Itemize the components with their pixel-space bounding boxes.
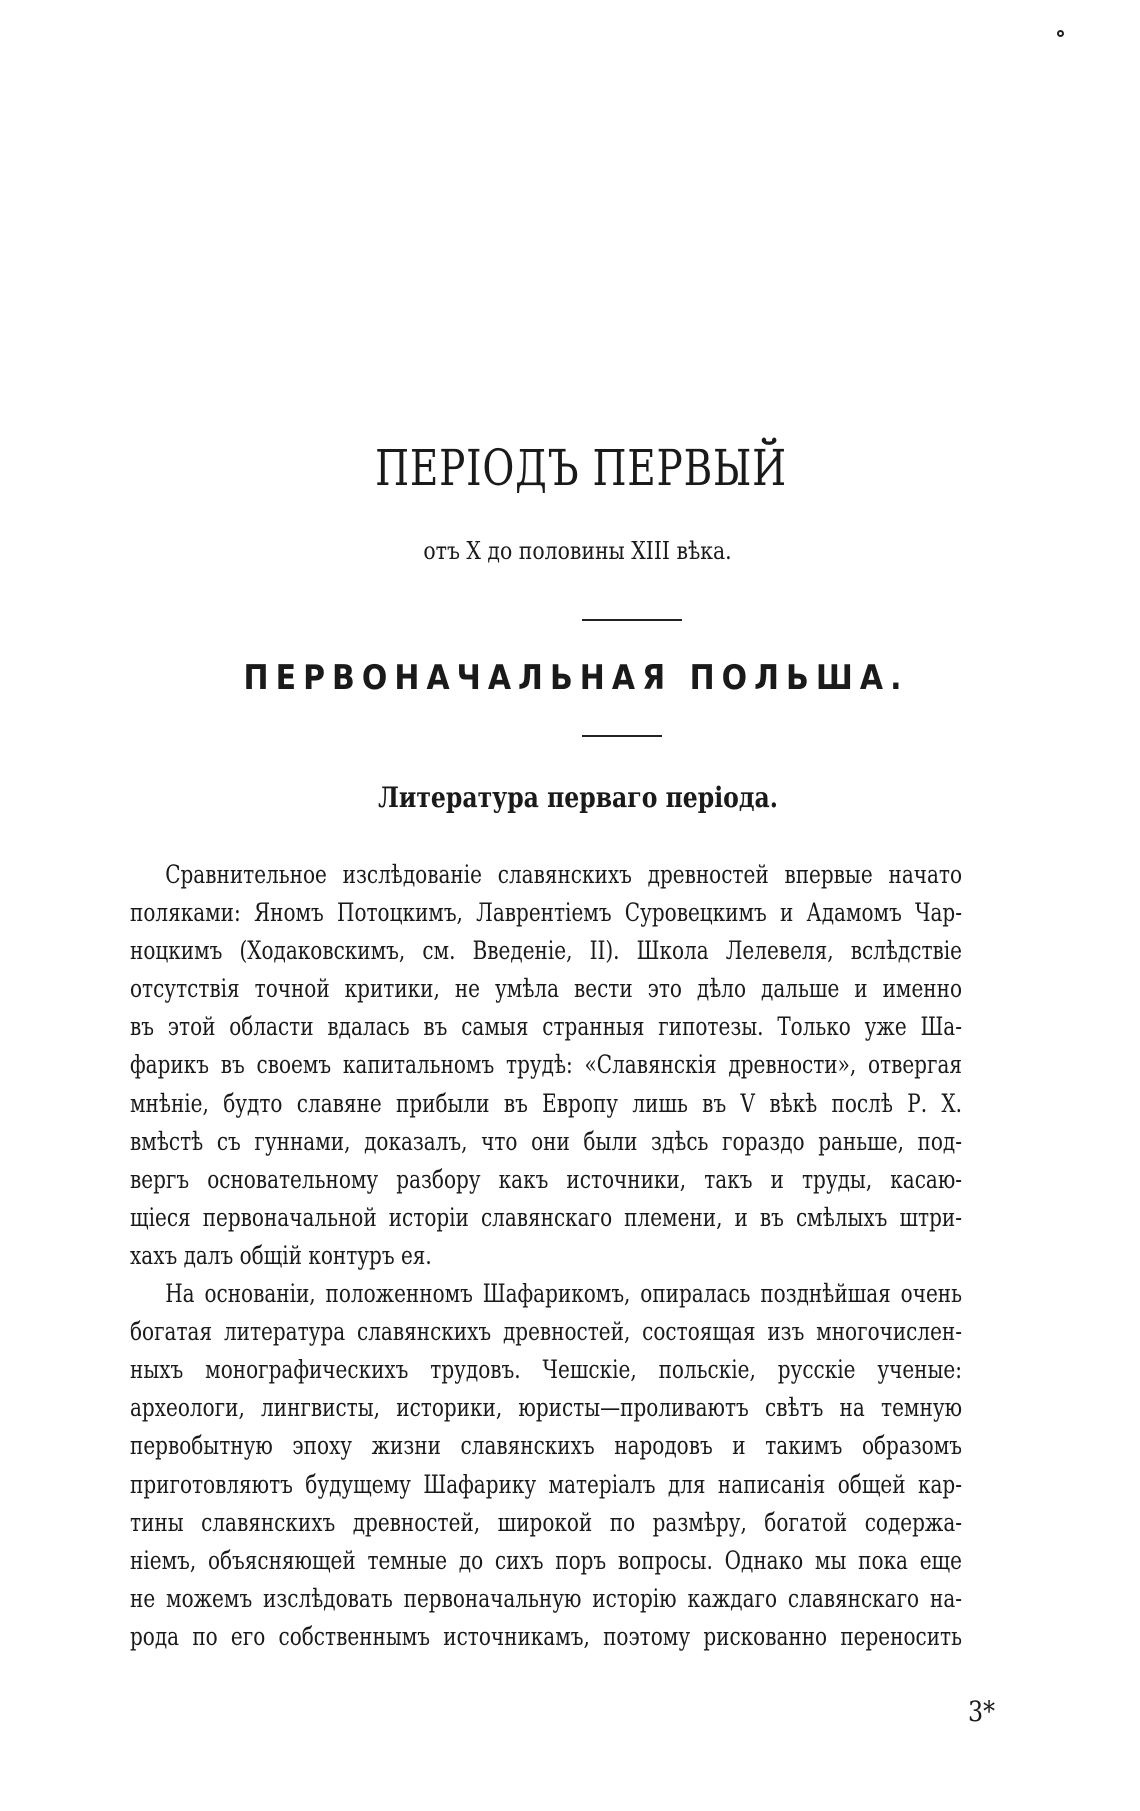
text-line: отсутствія точной критики, не умѣла вести это дѣло дальше и именно [130,974,962,1004]
text-line: мнѣніе, будто славяне прибыли въ Европу лишь въ V вѣкѣ послѣ Р. X. [130,1088,962,1118]
text-line: фарикъ въ своемъ капитальномъ трудѣ: «Славянскія древности», отвергая [130,1050,962,1080]
text-line: рода по его собственнымъ источникамъ, поэтому рискованно переносить [130,1621,962,1651]
divider-rule-top [582,619,682,621]
text-line: вмѣстѣ съ гуннами, доказалъ, что они были здѣсь гораздо раньше, под- [130,1126,962,1156]
text-line: вергъ основательному разбору какъ источники, такъ и труды, касаю- [130,1164,962,1194]
text-line: въ этой области вдалась въ самыя странныя гипотезы. Только уже Ша- [130,1012,962,1042]
text-line: первобытную эпоху жизни славянскихъ народовъ и такимъ образомъ [130,1431,962,1461]
period-title: ПЕРІОДЪ ПЕРВЫЙ [375,439,787,497]
text-line: тины славянскихъ древностей, широкой по размѣру, богатой содержа- [130,1507,962,1537]
text-line: ніемъ, объясняющей темные до сихъ поръ вопросы. Однако мы пока еще [130,1545,962,1575]
paragraph-2 [130,1275,962,1656]
text-line: ныхъ монографическихъ трудовъ. Чешскіе, польскіе, русскіе ученые: [130,1355,962,1385]
text-line: Сравнительное изслѣдованіе славянскихъ древностей впервые начато [165,860,962,889]
text-line: поляками: Яномъ Потоцкимъ, Лаврентіемъ Суровецкимъ и Адамомъ Чар- [130,898,962,928]
text-line: приготовляютъ будущему Шафарику матеріалъ для написанія общей кар- [130,1469,962,1499]
divider-rule-bottom [582,735,662,737]
text-line: щіеся первоначальной исторіи славянскаго племени, и въ смѣлыхъ штри- [130,1202,962,1232]
text-line: не можемъ изслѣдовать первоначальную исторію каждаго славянскаго на- [130,1583,962,1613]
text-line: хахъ далъ общій контуръ ея. [130,1240,432,1270]
ink-speck-mark [1057,30,1064,37]
paragraph-1 [130,856,962,1275]
section-title: ПЕРВОНАЧАЛЬНАЯ ПОЛЬША. [243,658,909,698]
text-line: археологи, лингвисты, историки, юристы—проливаютъ свѣтъ на темную [130,1393,962,1423]
text-line: ноцкимъ (Ходаковскимъ, см. Введеніе, II). Школа Лелевеля, вслѣдствіе [130,936,962,966]
signature-mark: 3* [968,1695,996,1728]
period-subtitle: отъ X до половины XIII вѣка. [423,537,732,565]
body-text [130,856,962,1656]
text-line: богатая литература славянскихъ древностей, состоящая изъ многочислен- [130,1317,962,1347]
text-line: На основаніи, положенномъ Шафарикомъ, опиралась позднѣйшая очень [165,1279,962,1309]
literature-heading: Литература перваго періода. [378,781,778,814]
